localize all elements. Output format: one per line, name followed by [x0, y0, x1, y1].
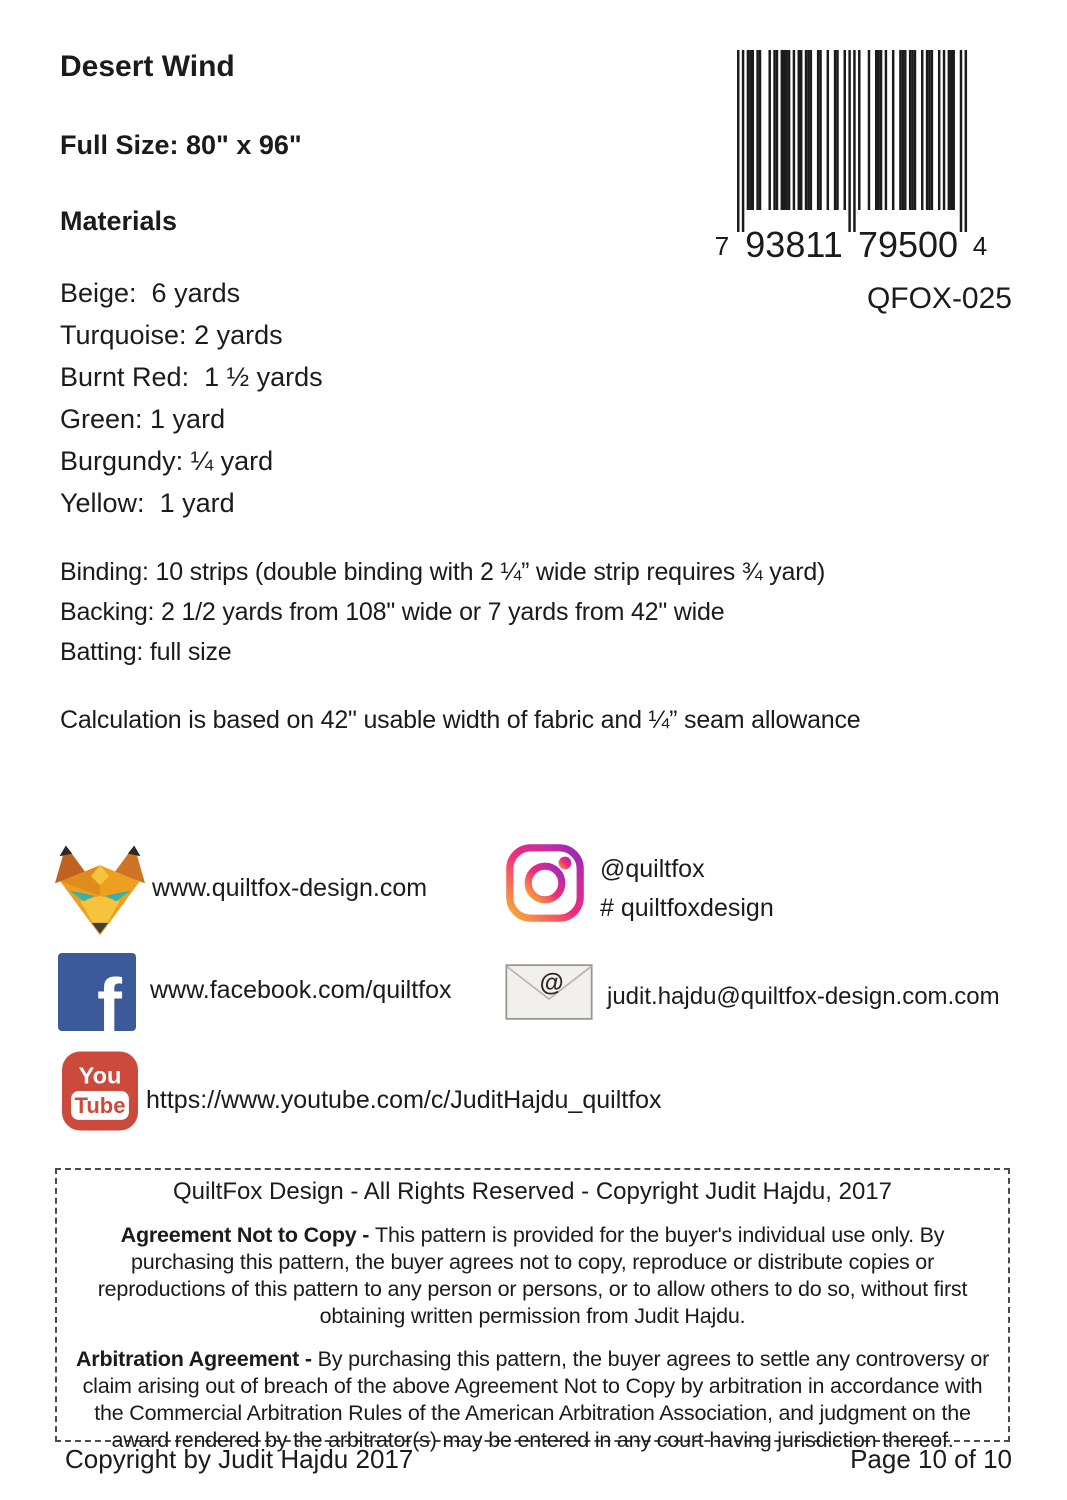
- material-item: Beige: 6 yards: [60, 278, 241, 308]
- youtube-tube-text: Tube: [74, 1093, 126, 1119]
- youtube-icon: [62, 1051, 138, 1131]
- email-envelope-icon: [505, 963, 593, 1021]
- footer-page-number: Page 10 of 10: [850, 1444, 1012, 1474]
- materials-list: [60, 272, 323, 524]
- arbitration-body: By purchasing this pattern, the buyer agrees to settle any controversy or claim arising out of breach of the above Agreement Not to Copy by arbitration in accordance with the Commercial Arbitration Rules of the American Arbitration Association, and judgment on the award rendered by the arbitrator(s) may be entered in any court having jurisdiction thereof.: [82, 1347, 990, 1452]
- barcode-digit-system: 7: [714, 231, 730, 261]
- arbitration-title: Arbitration Agreement -: [75, 1347, 318, 1371]
- material-item: Yellow: 1 yard: [60, 488, 235, 518]
- footer-copyright: Copyright by Judit Hajdu 2017: [65, 1444, 414, 1474]
- facebook-letter: f: [97, 963, 122, 1031]
- product-code: QFOX-025: [866, 282, 1012, 315]
- page-title: Desert Wind: [60, 50, 235, 83]
- instagram-handle: @quiltfox: [600, 855, 705, 883]
- email-address: judit.hajdu@quiltfox-design.com.com: [607, 983, 1000, 1010]
- materials-heading: Materials: [60, 206, 178, 236]
- barcode: [712, 50, 1012, 270]
- material-item: Burnt Red: 1 ½ yards: [60, 362, 323, 392]
- website-link: www.quiltfox-design.com: [152, 874, 428, 902]
- quilt-size: Full Size: 80" x 96": [60, 130, 302, 160]
- batting-line: Batting: full size: [60, 638, 232, 666]
- quiltfox-logo-icon: [55, 845, 145, 945]
- agreement-paragraph: [67, 1222, 998, 1330]
- barcode-check-digit: 4: [972, 231, 988, 261]
- material-item: Turquoise: 2 yards: [60, 320, 283, 350]
- barcode-group1: 93811: [745, 224, 843, 265]
- instagram-icon: [505, 843, 585, 923]
- rights-line: QuiltFox Design - All Rights Reserved - Copyright Judit Hajdu, 2017: [173, 1178, 892, 1205]
- youtube-link: https://www.youtube.com/c/JuditHajdu_quiltfox: [146, 1086, 662, 1114]
- agreement-body: This pattern is provided for the buyer's individual use only. By purchasing this pattern, the buyer agrees not to copy, reproduce or distribute copies or reproductions of this pattern to any person or persons, or to allow others to do so, without first obtaining written permission from Judit Hajdu.: [97, 1223, 968, 1328]
- email-at-glyph: @: [539, 970, 564, 998]
- barcode-group2: 79500: [857, 224, 959, 265]
- calculation-note: Calculation is based on 42" usable width of fabric and ¼” seam allowance: [60, 706, 861, 734]
- requirements-list: [60, 552, 825, 672]
- arbitration-paragraph: [67, 1346, 998, 1454]
- youtube-you-text: You: [78, 1062, 122, 1089]
- barcode-bars: [712, 50, 1012, 265]
- legal-notice-box: [55, 1168, 1010, 1452]
- facebook-link: www.facebook.com/quiltfox: [150, 976, 452, 1004]
- material-item: Burgundy: ¼ yard: [60, 446, 274, 476]
- agreement-title: Agreement Not to Copy -: [120, 1223, 376, 1247]
- backing-line: Backing: 2 1/2 yards from 108" wide or 7 yards from 42" wide: [60, 598, 725, 626]
- facebook-icon: [58, 953, 136, 1031]
- instagram-text: [600, 850, 774, 928]
- binding-line: Binding: 10 strips (double binding with 2 ¼” wide strip requires ¾ yard): [60, 558, 826, 586]
- instagram-hashtag: # quiltfoxdesign: [600, 894, 774, 922]
- material-item: Green: 1 yard: [60, 404, 226, 434]
